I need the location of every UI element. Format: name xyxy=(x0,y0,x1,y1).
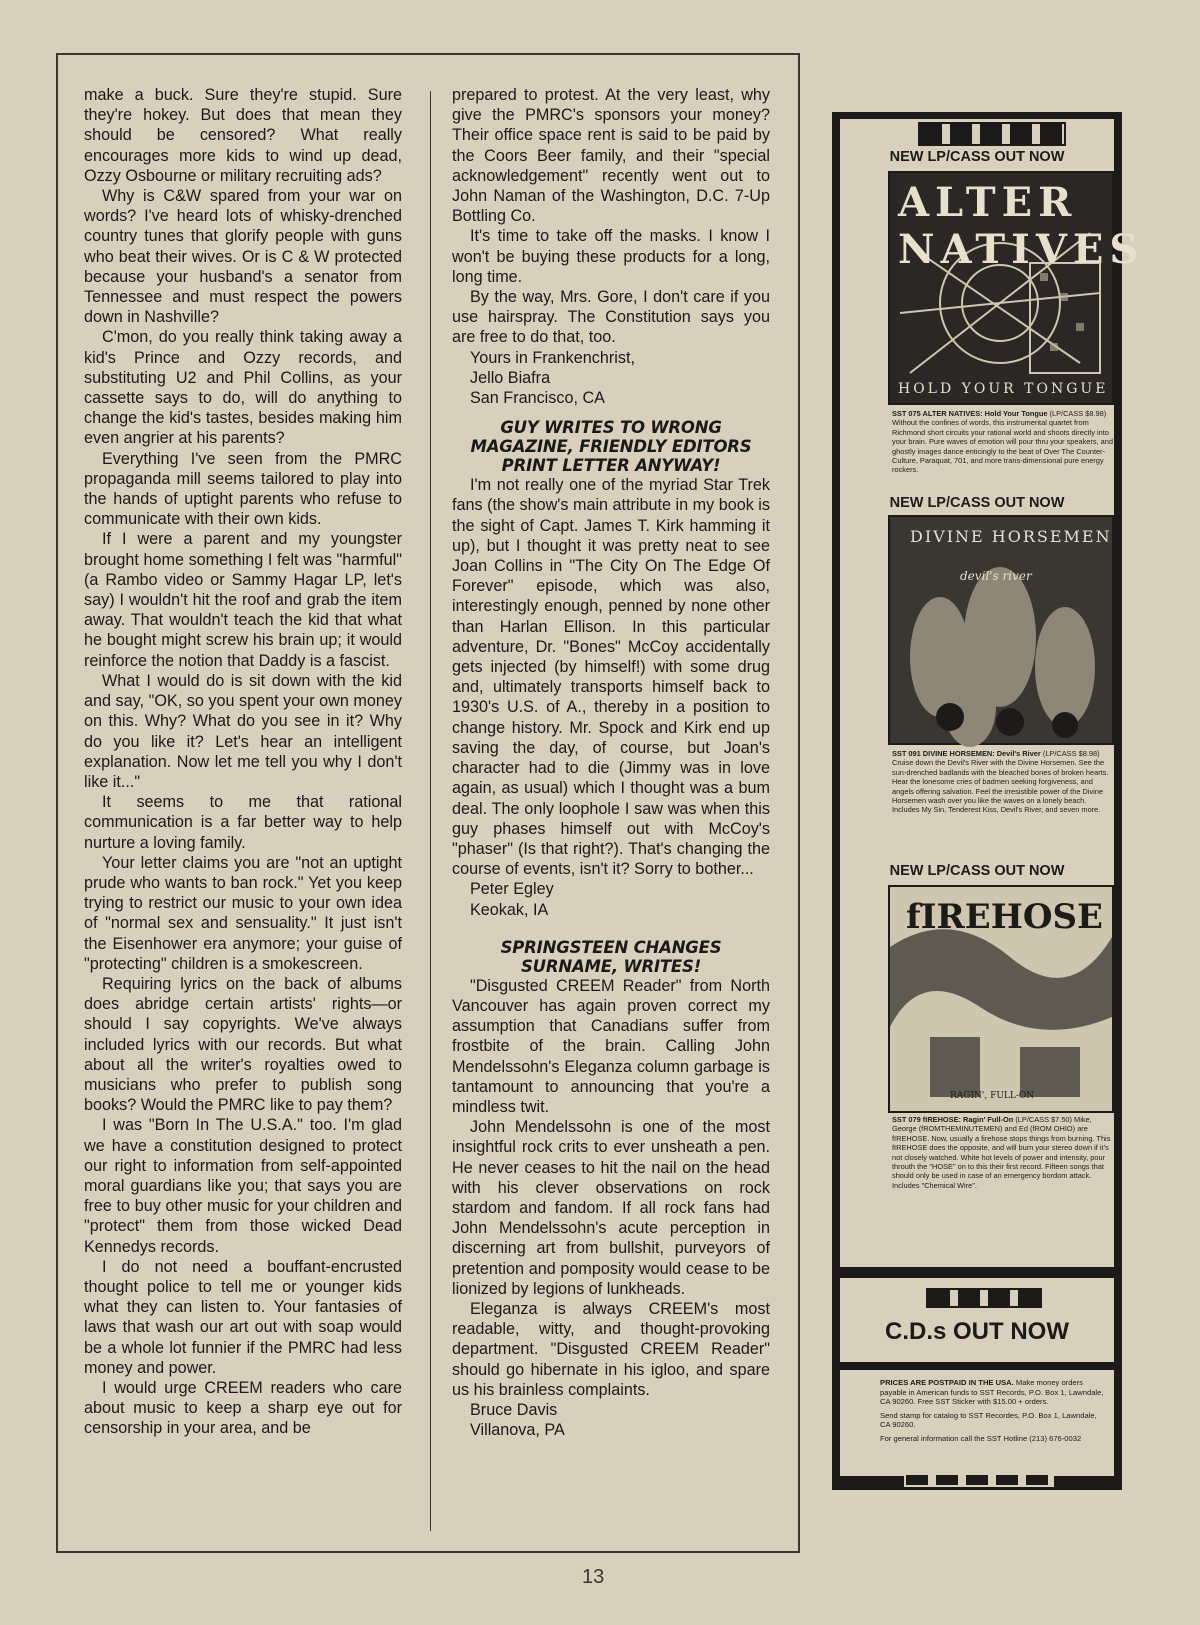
signature-line: Yours in Frankenchrist, xyxy=(470,348,635,367)
blurb-title: SST 091 DIVINE HORSEMEN: Devil's River xyxy=(892,749,1041,758)
blurb-text: (LP/CASS $7.50) Mike, George (fROMTHEMINUTEMEN) and Ed (fROM OHIO) are fIREHOSE. Now, usually a firehose stops things from burning. This fIREHOSE does the opposite, and will burn your stereo down if it's not closely watched. White hot levels of power and intensity, pour throuth the "HOSE" on to this their first record. Fifteen songs that should only be used in case of an emergency bordom attack. Includes "Chemical Wire". xyxy=(892,1115,1111,1190)
cover-title: ALTER NATIVES xyxy=(898,179,1145,273)
letter-paragraph: I would urge CREEM readers who care about music to keep a sharp eye out for censorship in your area, and be xyxy=(84,1379,402,1438)
cover-caption: RAGIN', FULL-ON xyxy=(950,1091,1035,1101)
letters-column-left xyxy=(84,85,402,1439)
album-blurb xyxy=(892,409,1114,475)
sst-records-advertisement xyxy=(832,112,1145,1490)
sst-logo xyxy=(926,1288,1042,1308)
letter-paragraph: prepared to protest. At the very least, why give the PMRC's sponsors your money? Their office space rent is said to be paid by the Coors Beer family, and their "special acknowledgement" recently went out to John Naman of the Washington, D.C. 7-Up Bottling Co. xyxy=(452,86,770,226)
blurb-title: SST 075 ALTER NATIVES: Hold Your Tongue xyxy=(892,409,1048,418)
letter-paragraph: What I would do is sit down with the kid and say, "OK, so you spent your own money on this. Why? What do you see in it? Why do you like it? Let's hear an intelligent explanation. Now let me tell you why I don't like it..." xyxy=(84,671,402,791)
letter-paragraph: It's time to take off the masks. I know I won't be buying these products for a long, long time. xyxy=(452,227,770,286)
sst-logo xyxy=(918,122,1066,146)
letter-paragraph: By the way, Mrs. Gore, I don't care if you use hairspray. The Constitution says you are free to do that, too. xyxy=(452,288,770,347)
signature-name: Jello Biafra xyxy=(470,368,551,387)
promo-heading: NEW LP/CASS OUT NOW xyxy=(889,149,1065,165)
letter-paragraph: Requiring lyrics on the back of albums does abridge certain artists' rights—or should I say copyrights. We've always included lyrics with our records. But what about all the writer's royalties owed to musicians who prefer to publish song books? Would the PMRC like to pay them? xyxy=(84,974,402,1115)
firehose-cover xyxy=(888,885,1114,1113)
column-divider xyxy=(430,91,431,1531)
ordering-info-panel xyxy=(840,1370,1114,1476)
album-blurb xyxy=(892,749,1114,815)
page-number: 13 xyxy=(582,1566,605,1588)
letters-column-frame xyxy=(56,53,800,1553)
letter-paragraph: C'mon, do you really think taking away a kid's Prince and Ozzy records, and substituting U2 and Phil Collins, as your cassette says to do, will do anything to change the kid's tastes, besides making him even angrier at his parents? xyxy=(84,328,402,448)
ordering-info: For general information call the SST Hotline (213) 676-0032 xyxy=(880,1433,1082,1443)
divine-horsemen-cover xyxy=(888,515,1114,745)
signature-name: Bruce Davis xyxy=(470,1400,558,1419)
letters-column-middle xyxy=(452,85,770,1440)
ad-promo-panel xyxy=(840,119,1145,1267)
cover-title: DIVINE HORSEMEN xyxy=(910,527,1112,546)
letter-paragraph: "Disgusted CREEM Reader" from North Vancouver has again proven correct my assumption that Canadians suffer from frostbite of the brain. Calling John Mendelssohn's Eleganza column garbage is tantamount to announcing that you're a mindless twit. xyxy=(452,976,770,1116)
album-art xyxy=(890,517,1112,743)
promo-heading: NEW LP/CASS OUT NOW xyxy=(889,863,1065,879)
letter-paragraph: John Mendelssohn is one of the most insightful rock crits to ever unsheath a pen. He never ceases to hit the nail on the head with his clever observations on rock stardom and fandom. If all rock fans had John Mendelssohn's acute perception in discerning art from bullshit, purveyors of pretention and pomposity would cease to be lionized by legions of lunkheads. xyxy=(452,1118,770,1298)
letter-paragraph: Why is C&W spared from your war on words? I've heard lots of whisky-drenched country tunes that glorify people with guns who beat their wives. Or is C & W protected because your husband's a senator from Tennessee and must respect the powers down in Nashville? xyxy=(84,187,402,327)
signature-location: Keokak, IA xyxy=(470,900,549,919)
letter-paragraph: Everything I've seen from the PMRC propaganda mill seems tailored to play into the hands of uptight parents who refuse to communicate with their own kids. xyxy=(84,449,402,529)
signature-location: San Francisco, CA xyxy=(470,389,605,408)
letter-paragraph: I was "Born In The U.S.A." too. I'm glad we have a constitution designed to protect our right to information from self-appointed moral guardians like you; that says you are free to buy other music for your children and "protect" them from those wicked Dead Kennedys records. xyxy=(84,1116,402,1256)
signature-name: Peter Egley xyxy=(470,880,554,899)
letter-paragraph: Eleganza is always CREEM's most readable, witty, and thought-provoking department. "Disgusted CREEM Reader" should go hibernate in his igloo, and spare us his brainless complaints. xyxy=(452,1299,770,1399)
promo-heading: NEW LP/CASS OUT NOW xyxy=(889,495,1065,511)
blurb-text: (LP/CASS $8.98) Without the confines of words, this instrumental quartet from Richmond short circuits your rational world and shoots directly into your brain. Pure waves of emotion will pour thru your speakers, and ghostly images dance enticingly to the beat of Over The Counter-Culture, Paraquat, 701, and more trans-dimensional pure energy rockers. xyxy=(892,409,1114,475)
cd-heading: C.D.s OUT NOW xyxy=(885,1318,1069,1345)
blurb-text: (LP/CASS $8.98) Cruise down the Devil's River with the Divine Horsemen. See the sun-drenched badlands with the bleached bones of broken hearts. Hear the lonesome cries of badmen seeking forgiveness, and angels offering salvation. Feel the irresistible power of the Divine Horsemen wash over you like the waves on a lonely beach. Includes My Sin, Tenderest Kiss, Devil's River, and seven more. xyxy=(892,749,1109,815)
cover-title: fIREHOSE xyxy=(906,897,1103,937)
info-bold: PRICES ARE POSTPAID IN THE USA. xyxy=(880,1378,1014,1387)
letter-paragraph: Your letter claims you are "not an uptight prude who wants to ban rock." Yet you keep trying to restrict our music to your own idea of "normal sex and sensuality." It just isn't the Eisenhower era anymore; your guise of "protecting" children is a smokescreen. xyxy=(84,853,402,973)
cover-caption: HOLD YOUR TONGUE xyxy=(898,381,1109,397)
sst-logo xyxy=(904,1473,1054,1487)
ordering-info xyxy=(880,1378,1104,1407)
album-blurb xyxy=(892,1115,1114,1190)
blurb-title: SST 079 fIREHOSE: Ragin' Full-On xyxy=(892,1115,1014,1124)
alter-natives-cover xyxy=(888,171,1145,405)
letter-headline: GUY WRITES TO WRONG MAGAZINE, FRIENDLY EDITORS PRINT LETTER ANYWAY! xyxy=(470,418,752,476)
signature-location: Villanova, PA xyxy=(470,1421,565,1440)
letter-paragraph: If I were a parent and my youngster brought home something I felt was "harmful" (a Rambo video or Sammy Hagar LP, let's say) I wouldn't hit the roof and grab the item away. That wouldn't teach the kid that what he bought might screw his brain up; it would reinforce the notion that Daddy is a fascist. xyxy=(84,530,402,670)
cover-subtitle: devil's river xyxy=(960,569,1032,583)
letter-paragraph: make a buck. Sure they're stupid. Sure they're hokey. But does that mean they should be censored? What really encourages more kids to wind up dead, Ozzy Osbourne or military recruiting ads? xyxy=(84,86,402,185)
letter-paragraph: I do not need a bouffant-encrusted thought police to tell me or younger kids what they can listen to. Your fantasies of laws that wash our art out with soap would be a whole lot funnier if the PMRC had less money and power. xyxy=(84,1257,402,1377)
cd-promo-panel xyxy=(840,1278,1114,1362)
info-text: Make money orders payable in American funds to SST Records, P.O. Box 1, Lawndale, CA 90260. Free SST Sticker with $15.00 + orders. xyxy=(880,1378,1104,1407)
ordering-info: Send stamp for catalog to SST Recordes, P.O. Box 1, Lawndale, CA 90260. xyxy=(880,1410,1097,1430)
letter-headline: SPRINGSTEEN CHANGES SURNAME, WRITES! xyxy=(500,937,722,976)
letter-paragraph: I'm not really one of the myriad Star Trek fans (the show's main attribute in my book is the sight of Capt. James T. Kirk hamming it up), but I thought it was pretty neat to see Joan Collins in "The City On The Edge Of Forever" episode, which was also, interestingly enough, penned by none other than Harlan Ellison. In this particular adventure, Dr. "Bones" McCoy accidentally gets injected (by himself!) with some drug and, ultimately transports himself back to 1930's U.S. of A., thereby in a position to change history. Mr. Spock and Kirk end up saving the day, of course, but Joan's character had to die (Jimmy was in love again, as usual) which I thought was a bum deal. The only loophole I saw was when this guy phases himself out with McCoy's "phaser" (Is that right?). That's changing the course of events, isn't it? Sorry to bother... xyxy=(452,476,770,879)
letter-paragraph: It seems to me that rational communication is a far better way to help nurture a loving family. xyxy=(84,793,402,852)
